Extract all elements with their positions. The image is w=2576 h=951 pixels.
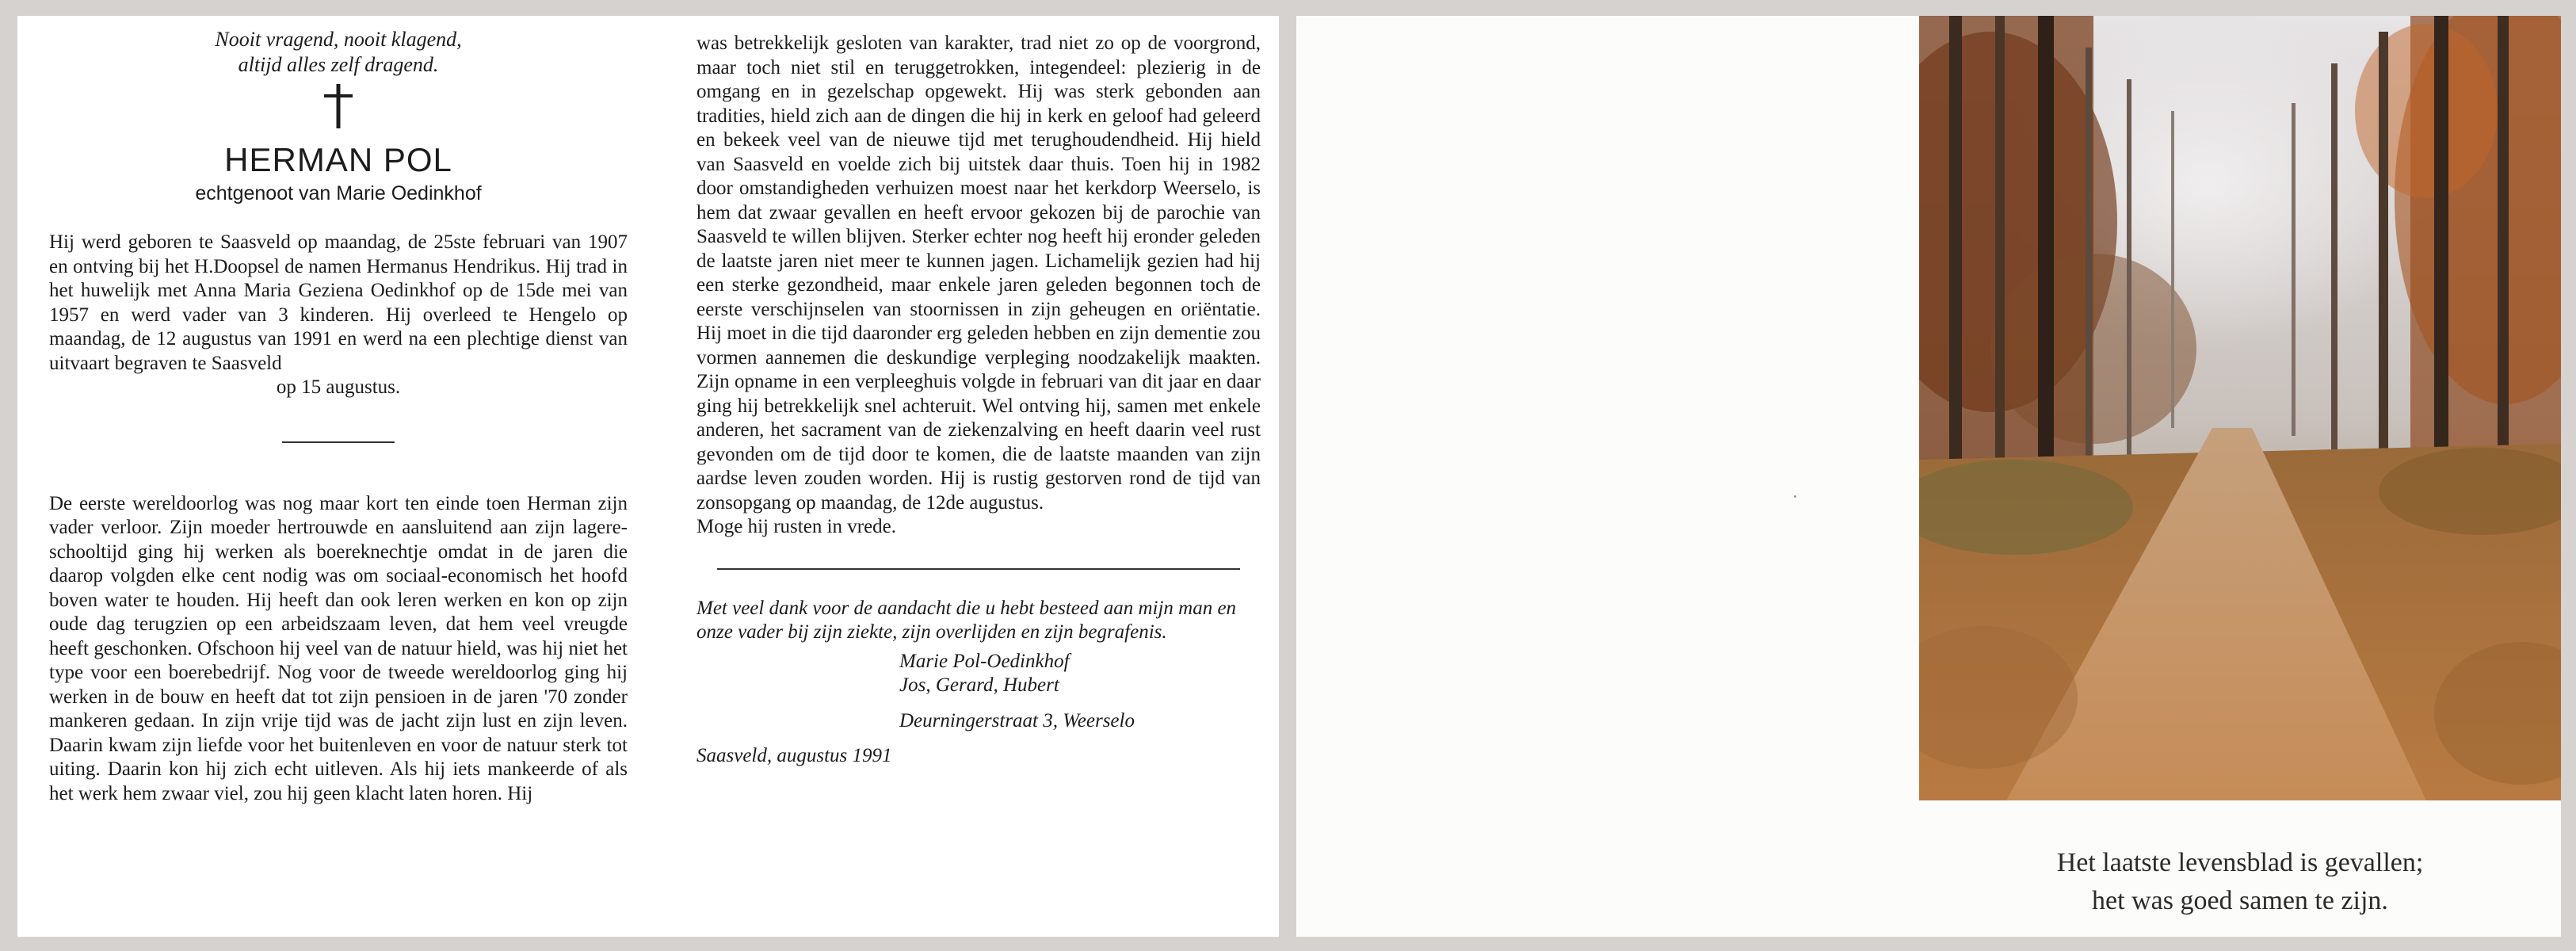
verse-line-2: het was goed samen te zijn. (2092, 886, 2388, 915)
latin-cross-icon (315, 82, 362, 130)
right-column (696, 32, 1261, 769)
biography-intro-end: op 15 augustus. (276, 376, 401, 398)
life-story-part-1: De eerste wereldoorlog was nog maar kort ten einde toen Herman zijn vader verloor. Zijn moeder hertrouwde en aansluitend aan zijn lagere-schooltijd ging hij werken als boereknechtje omdat in de jaren die daarop volgden elke cent nodig was om sociaal-economisch het hoofd boven water te houden. Hij heeft dan ook leren werken en kon op zijn oude dag terugzien op een arbeidszaam leven, dat hem veel vreugde heeft geschonken. Ofschoon hij veel van de natuur hield, was hij niet het type voor een boerebedrijf. Nog voor de tweede wereldoorlog ging hij werken in de bouw en heeft dat tot zijn pensioen in de jaren '70 zonder mankeren gedaan. In zijn vrije tijd was de jacht zijn lust en zijn leven. Daarin kwam zijn liefde voor het buitenleven en voor de natuur sterk tot uiting. Daarin kon hij zich echt uitleven. Als hij iets mankeerde of als het werk hem zwaar viel, zou hij geen klacht laten horen. Hij (49, 492, 628, 804)
paper-speck (1794, 495, 1796, 498)
signer-widow: Marie Pol-Oedinkhof (899, 650, 1070, 672)
family-address: Deurningerstraat 3, Weerselo (899, 709, 1135, 731)
divider-long (717, 568, 1240, 570)
deceased-name: HERMAN POL (224, 141, 452, 178)
motto-line-1: Nooit vragend, nooit klagend, (215, 28, 462, 51)
biography-intro-text: Hij werd geboren te Saasveld op maandag, de 25ste februari van 1907 en ontving bij het H.Doopsel de namen Hermanus Hendrikus. Hij trad in het huwelijk met Anna Maria Geziena Oedinkhof op de 15de mei van 1957 en werd vader van 3 kinderen. Hij overleed te Hengelo op maandag, de 12 augustus van 1991 en werd na een plechtige dienst van uitvaart begraven te Saasveld (49, 231, 628, 374)
motto-line-2: altijd alles zelf dragend. (238, 53, 439, 76)
biography-intro (49, 231, 628, 400)
divider-short (282, 441, 395, 443)
life-story-part-2: was betrekkelijk gesloten van karakter, trad niet zo op de voorgrond, maar toch niet stil en teruggetrokken, integendeel: plezierig in de omgang en in gezelschap opgewekt. Hij was sterk gebonden aan tradities, hield zich aan de dingen die hij in kerk en geloof had geleerd en bekeek veel van de nieuwe tijd met terughoudendheid. Hij hield van Saasveld en voelde zich bij uitstek daar thuis. Toen hij in 1982 door omstandigheden verhuizen moest naar het kerkdorp Weerselo, is hem dat zwaar gevallen en heeft ervoor gekozen bij de parochie van Saasveld te willen blijven. Sterker echter nog heeft hij eronder geleden de laatste jaren niet meer te kunnen jagen. Lichamelijk gezien had hij een sterke gezondheid, maar enkele jaren geleden begonnen toch de eerste verschijnselen van stoornissen in zijn geheugen en oriëntatie. Hij moet in die tijd daaronder erg geleden hebben en zijn dementie zou vormen aannemen die deskundige verpleging noodzakelijk maakten. Zijn opname in een verpleeghuis volgde in februari van dit jaar en daar ging hij betrekkelijk snel achteruit. Wel ontving hij, samen met enkele anderen, het sacrament van de ziekenzalving en heeft daarin veel rust gevonden om de tijd door te komen, die de laatste maanden van zijn aardse leven zouden worden. Hij is rustig gestorven rond de tijd van zonsopgang op maandag, de 12de augustus. (696, 32, 1261, 514)
signers (899, 650, 1261, 698)
memorial-verse (1919, 844, 2561, 920)
spouse-line: echtgenoot van Marie Oedinkhof (195, 182, 482, 204)
thanks-note: Met veel dank voor de aandacht die u hebt besteed aan mijn man en onze vader bij zijn ziekte, zijn overlijden en zijn begrafenis. (696, 597, 1237, 643)
card-cover (1296, 16, 2561, 937)
card-inner-spread (17, 16, 1279, 937)
place-date: Saasveld, augustus 1991 (696, 745, 892, 766)
autumn-forest-path-photo (1919, 16, 2561, 800)
signer-children: Jos, Gerard, Hubert (899, 674, 1059, 696)
closing-prayer: Moge hij rusten in vrede. (696, 516, 897, 537)
verse-line-1: Het laatste levensblad is gevallen; (2056, 848, 2424, 877)
left-column (49, 27, 628, 806)
